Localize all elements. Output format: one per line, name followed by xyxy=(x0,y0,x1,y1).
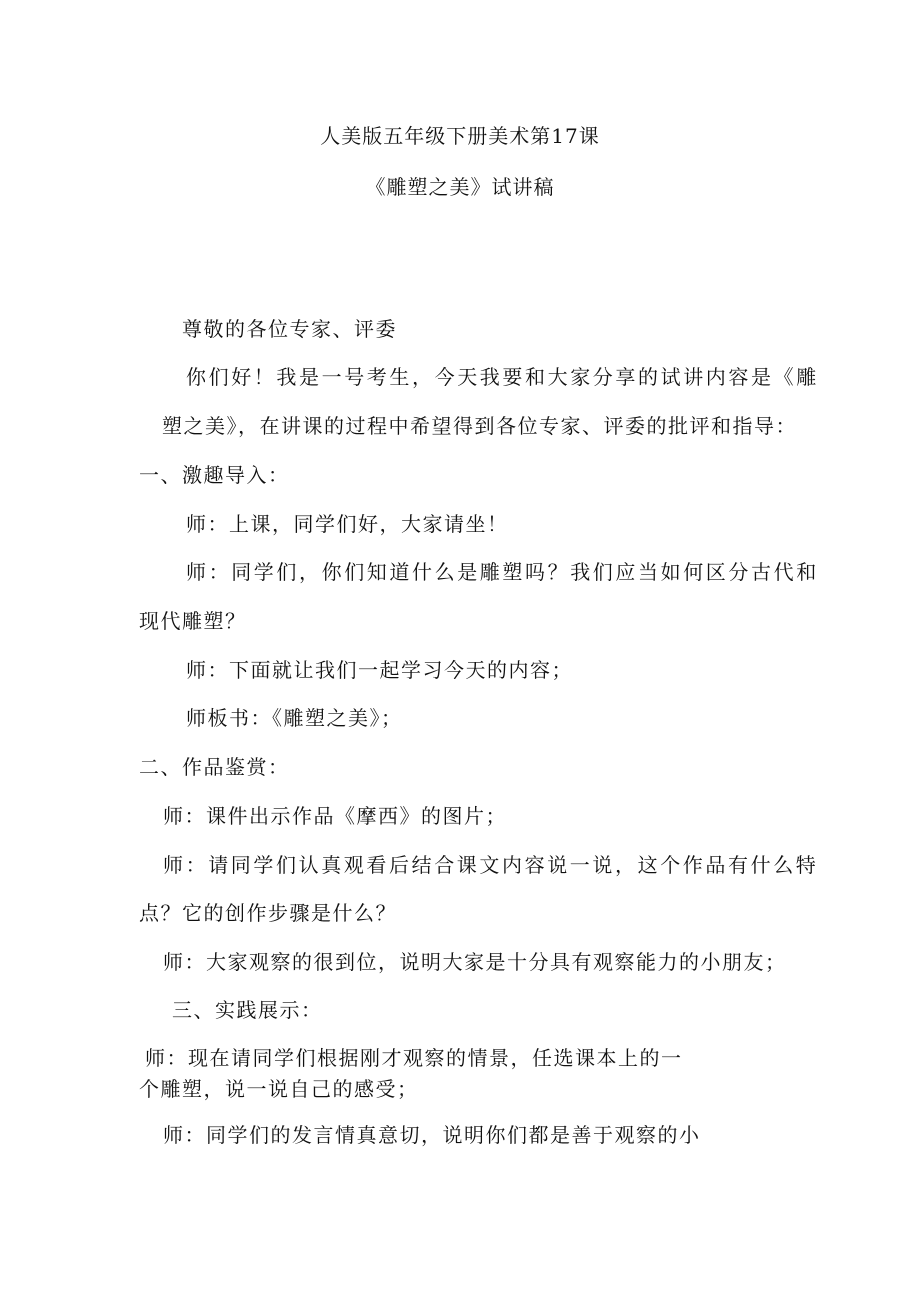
paragraph-line: 师：上课，同学们好，大家请坐！ xyxy=(186,512,509,536)
paragraph-line: 个雕塑，说一说自己的感受； xyxy=(139,1077,419,1101)
paragraph-line: 师：大家观察的很到位，说明大家是十分具有观察能力的小朋友； xyxy=(163,950,787,974)
greeting-line: 尊敬的各位专家、评委 xyxy=(182,317,397,341)
document-subtitle: 《雕塑之美》试讲稿 xyxy=(365,175,555,199)
section-heading: 一、激趣导入： xyxy=(139,463,290,487)
paragraph-line: 你们好！我是一号考生，今天我要和大家分享的试讲内容是《雕 xyxy=(186,365,819,389)
section-heading: 三、实践展示： xyxy=(172,998,323,1022)
paragraph-line: 师：同学们，你们知道什么是雕塑吗？我们应当如何区分古代和 xyxy=(186,560,819,584)
paragraph-line: 师：课件出示作品《摩西》的图片； xyxy=(163,804,507,828)
paragraph-line: 师：同学们的发言情真意切，说明你们都是善于观察的小 xyxy=(163,1123,701,1147)
paragraph-line: 现代雕塑？ xyxy=(139,609,247,633)
paragraph-line: 师板书：《雕塑之美》； xyxy=(186,706,403,730)
paragraph-line: 塑之美》，在讲课的过程中希望得到各位专家、评委的批评和指导： xyxy=(162,414,797,438)
paragraph-line: 师：请同学们认真观看后结合课文内容说一说，这个作品有什么特 xyxy=(163,853,819,877)
paragraph-line: 师：下面就让我们一起学习今天的内容； xyxy=(186,658,573,682)
document-title: 人美版五年级下册美术第17课 xyxy=(320,124,600,148)
paragraph-line: 点？它的创作步骤是什么？ xyxy=(139,901,397,925)
paragraph-line: 师：现在请同学们根据刚才观察的情景，任选课本上的一 xyxy=(145,1046,683,1070)
section-heading: 二、作品鉴赏： xyxy=(139,755,290,779)
